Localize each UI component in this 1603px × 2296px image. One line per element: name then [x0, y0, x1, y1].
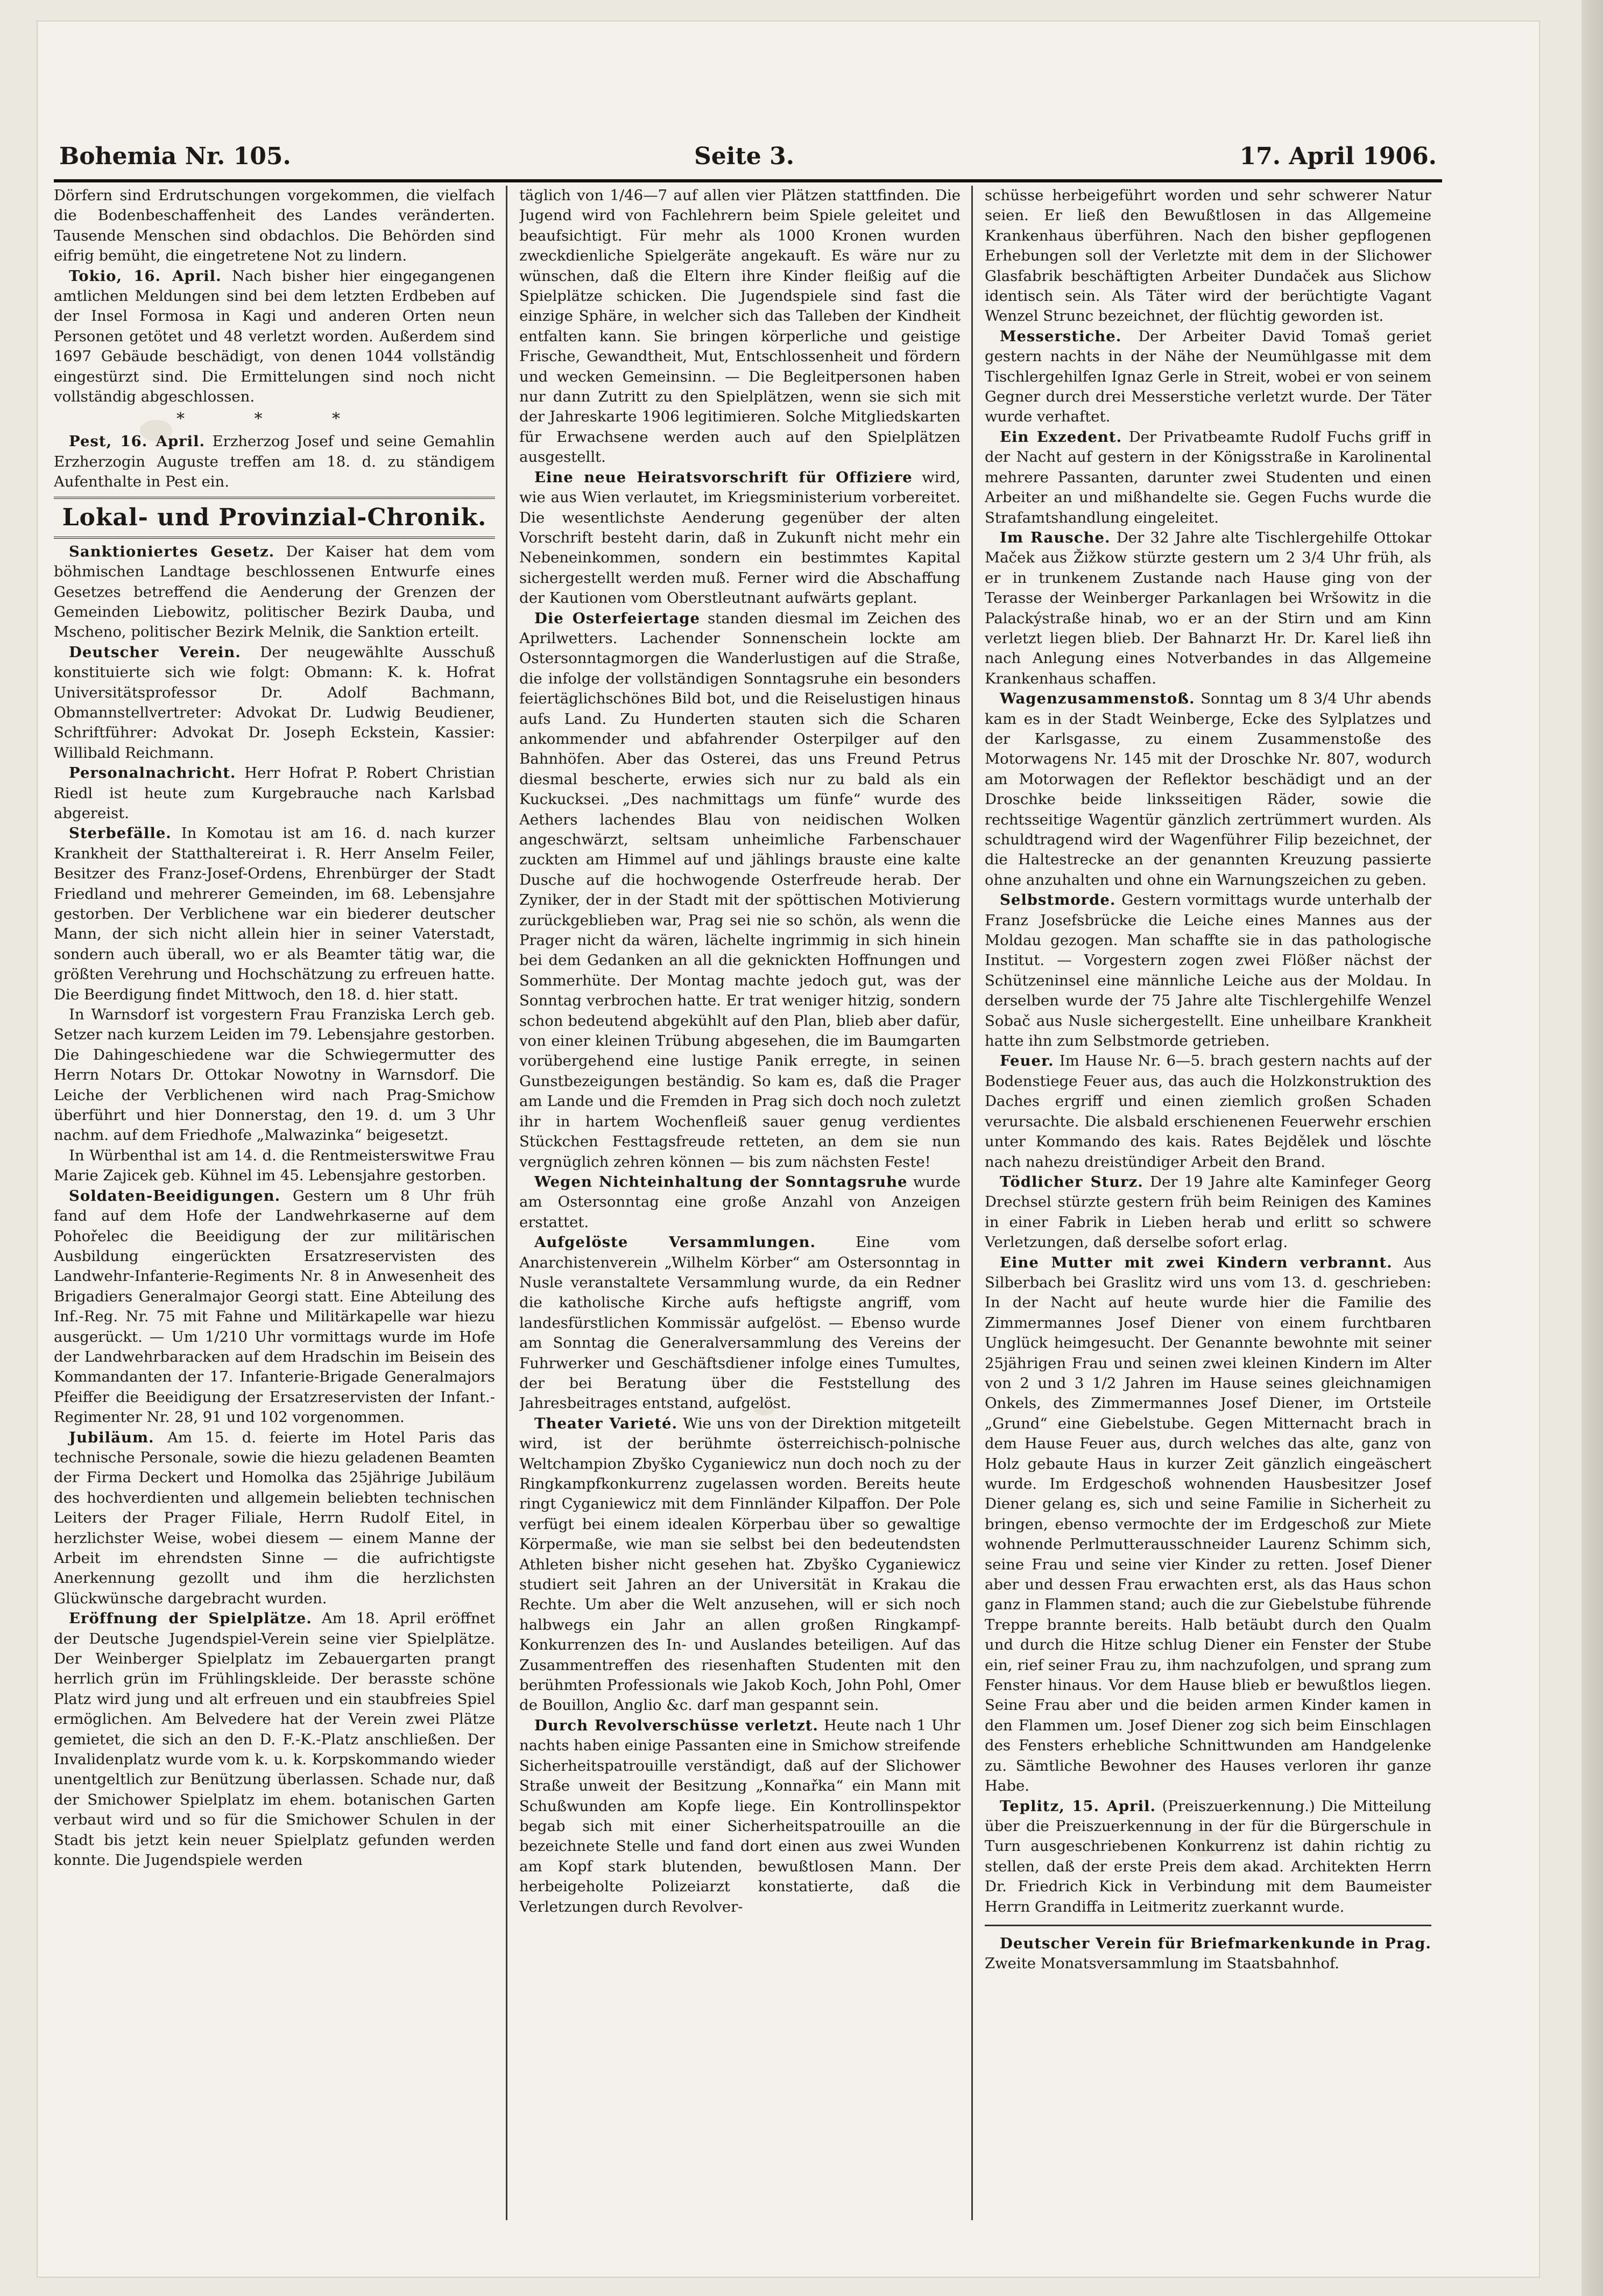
article: [54, 432, 495, 492]
article-text: wird, wie aus Wien verlautet, im Kriegsministerium vorbereitet. Die wesentlichste Aenderung gegenüber der alten Vorschrift besteht darin, daß in Zukunft nicht mehr ein Nebeneinkommen, sondern ein bestimmtes Kapital sichergestellt werden muß. Ferner wird die Abschaffung der Kautionen vom Oberstleutnant aufwärts geplant.: [519, 468, 961, 607]
article-heading: Aufgelöste Versammlungen.: [534, 1234, 816, 1251]
article-dateline: Tokio, 16. April.: [69, 267, 222, 285]
article: [519, 1172, 961, 1232]
article-text: Der Arbeiter David Tomaš geriet gestern nachts in der Nähe der Neumühlgasse mit dem Tischlergehilfen Ignaz Gerle in Streit, wobei er von seinem Gegner durch drei Messerstiche verletzt wurde. Der Täter wurde verhaftet.: [985, 327, 1431, 426]
article: [54, 542, 495, 643]
article-heading: Die Osterfeiertage: [534, 609, 700, 627]
article: [985, 427, 1431, 528]
article: [54, 266, 495, 407]
article-heading: Im Rausche.: [1000, 529, 1111, 546]
article-text: Am 18. April eröffnet der Deutsche Jugendspiel-Verein seine vier Spielplätze. Der Weinberger Spielplatz im Zebauergarten prangt herrlich grün im Frühlingskleide. Der berasste schöne Platz wird jung und alt erfreuen und ein staubfreies Spiel ermöglichen. Am Belvedere hat der Verein zwei Plätze gemietet, die sich an den D. F.-K.-Platz anschließen. Der Invalidenplatz wurde vom k. u. k. Korpskommando wieder unentgeltlich zur Benützung überlassen. Schade nur, daß der Smichower Spielplatz im ehem. botanischen Garten verbaut wird und so für die Smichower Schulen in der Stadt bis jetzt kein neuer Spielplatz gefunden werden konnte. Die Jugendspiele werden: [54, 1610, 495, 1869]
article-text: Erzherzog Josef und seine Gemahlin Erzherzogin Auguste treffen am 18. d. zu ständigem Aufenthalte in Pest ein.: [54, 433, 495, 491]
article-text: Der Kaiser hat dem vom böhmischen Landtage beschlossenen Entwurfe eines Gesetzes betreffend die Aenderung der Grenzen der Gemeinden Liebowitz, politischer Bezirk Dauba, und Mscheno, politischer Bezirk Melnik, die Sanktion erteilt.: [54, 543, 495, 641]
column-divider: [506, 186, 507, 2220]
article: [985, 890, 1431, 1051]
article-text: (Preiszuerkennung.) Die Mitteilung über die Preiszuerkennung in der für die Bürgerschule in Turn ausgeschriebenen Konkurrenz ist dahin richtig zu stellen, daß der erste Preis dem akad. Architekten Herrn Dr. Friedrich Kick in Verbindung mit dem Baumeister Herrn Grandiffa in Leitmeritz zuerkannt wurde.: [985, 1797, 1431, 1915]
article-text: Heute nach 1 Uhr nachts haben einige Passanten eine in Smichow streifende Sicherheitspatrouille verständigt, daß auf der Slichower Straße unweit der Besitzung „Konnařka“ ein Mann mit Schußwunden am Kopfe liege. Ein Kontrollinspektor begab sich mit einer Sicherheitspatrouille an die bezeichnete Stelle und fand dort einen aus zwei Wunden am Kopf stark blutenden, bewußtlosen Mann. Der herbeigeholte Polizeiarzt konstatierte, daß die Verletzungen durch Revolver-: [519, 1716, 961, 1915]
article-heading: Ein Exzedent.: [1000, 428, 1122, 446]
article-heading: Messerstiche.: [1000, 327, 1122, 345]
page-edge: [1581, 0, 1603, 2296]
header-rule: [54, 179, 1442, 182]
column-divider: [971, 186, 973, 2220]
article-text: In Würbenthal ist am 14. d. die Rentmeisterswitwe Frau Marie Zajicek geb. Kühnel im 45. Lebensjahre gestorben.: [54, 1146, 495, 1185]
column-3: [985, 186, 1431, 2242]
article-heading: Sanktioniertes Gesetz.: [69, 543, 275, 560]
article: [54, 643, 495, 763]
article-text: In Komotau ist am 16. d. nach kurzer Krankheit der Statthaltereirat i. R. Herr Anselm Feiler, Besitzer des Franz-Josef-Ordens, Ehrenbürger der Stadt Friedland und mehrerer Gemeinden, im 68. Lebensjahre gestorben. Der Verblichene war ein biederer deutscher Mann, der sich nicht allein hier in seiner Vaterstadt, sondern auch überall, wo er als Beamter tätig war, die größten Verehrung und Hochschätzung zu erfreuen hatte. Die Beerdigung findet Mittwoch, den 18. d. hier statt.: [54, 825, 495, 1003]
article-text: Der neugewählte Ausschuß konstituierte sich wie folgt: Obmann: K. k. Hofrat Universitätsprofessor Dr. Adolf Bachmann, Obmannstellvertreter: Advokat Dr. Ludwig Beudiener, Schriftführer: Advokat Dr. Joseph Eckstein, Kassier: Willibald Reichmann.: [54, 643, 495, 762]
article-dateline: Pest, 16. April.: [69, 433, 206, 450]
article: [519, 1716, 961, 1917]
column-1: [54, 186, 495, 2242]
article-heading: Theater Varieté.: [534, 1414, 678, 1432]
article-text: Nach bisher hier eingegangenen amtlichen Meldungen sind bei dem letzten Erdbeben auf der Insel Formosa in Kagi und anderen Orten neun Personen getötet und 48 verletzt worden. Außerdem sind 1697 Gebäude beschädigt, von denen 1044 vollständig eingestürzt sind. Die Ermittelungen sind noch nicht vollständig abgeschlossen.: [54, 267, 495, 406]
article: [519, 1232, 961, 1414]
article-heading: Soldaten-Beeidigungen.: [69, 1187, 281, 1205]
article-heading: Eine Mutter mit zwei Kindern verbrannt.: [1000, 1253, 1393, 1271]
article-heading: Deutscher Verein für Briefmarkenkunde in Prag.: [1000, 1934, 1431, 1952]
article-heading: Durch Revolverschüsse verletzt.: [534, 1716, 818, 1734]
article-dateline: Teplitz, 15. April.: [1000, 1797, 1156, 1815]
article-heading: Eine neue Heiratsvorschrift für Offiziere: [534, 468, 913, 486]
page-header: [59, 143, 1437, 175]
article-text: Am 15. d. feierte im Hotel Paris das technische Personale, sowie die hiezu geladenen Beamten der Firma Deckert und Homolka das 25jährige Jubiläum des hochverdienten und allgemein beliebten technischen Leiters der Prager Filiale, Herrn Rudolf Eitel, in herzlichster Weise, wobei diesem — einem Manne der Arbeit im ehrendsten Sinne — die aufrichtigste Anerkennung gezollt und ihm die herzlichsten Glückwünsche dargebracht wurden.: [54, 1428, 495, 1607]
article: [985, 1172, 1431, 1253]
article-text: Dörfern sind Erdrutschungen vorgekommen, die vielfach die Bodenbeschaffenheit des Landes veränderten. Tausende Menschen sind obdachlos. Die Behörden sind eifrig bemüht, die eingetretene Not zu lindern.: [54, 187, 495, 265]
article-heading: Jubiläum.: [69, 1428, 154, 1446]
article: [519, 609, 961, 1172]
article-text: Der 32 Jahre alte Tischlergehilfe Ottokar Maček aus Žižkow stürzte gestern um 2 3/4 Uhr früh, als er in trunkenem Zustande nach Hause ging von der Terasse der Weinberger Parkanlagen bei Wršowitz in die Palackýstraße hinab, wo er an der Stirn und am Kinn verletzt liegen blieb. Der Bahnarzt Hr. Dr. Karel ließ ihn nach Anlegung eines Notverbandes in das Allgemeine Krankenhaus schaffen.: [985, 529, 1431, 687]
page-number: Seite 3.: [694, 143, 795, 170]
article-text: Aus Silberbach bei Graslitz wird uns vom 13. d. geschrieben: In der Nacht auf heute wurde hier die Familie des Zimmermannes Josef Diener von einem furchtbaren Unglück heimgesucht. Der Genannte bewohnte mit seiner 25jährigen Frau und seinen zwei kleinen Kindern im Alter von 2 und 3 1/2 Jahren im Hause seines gleichnamigen Onkels, des Zimmermannes Josef Diener, im Ortsteile „Grund“ eine Giebelstube. Gegen Mitternacht brach in dem Hause Feuer aus, durch welches das alte, ganz von Holz gebaute Haus in kurzer Zeit gänzlich eingeäschert wurde. Im Erdgeschoß wohnenden Hausbesitzer Josef Diener gelang es, sich und seine Familie in Sicherheit zu bringen, ebenso vermochte der im Erdgeschoß zur Miete wohnende Perlmutterausschneider Laurenz Schimm sich, seine Frau und seine vier Kinder zu retten. Josef Diener aber und dessen Frau erwachten erst, als das Haus schon ganz in Flammen stand; auch die zur Giebelstube führende Treppe brannte bereits. Halb betäubt durch den Qualm und durch die Hitze schlug Diener ein Fenster der Stube ein, rief seiner Frau zu, ihm nachzufolgen, und sprang zum Fenster hinaus. Vor dem Hause blieb er bewußtlos liegen. Seine Frau aber und die beiden armen Kinder kamen in den Flammen um. Josef Diener zog sich beim Einschlagen des Fensters erhebliche Schnittwunden am Handgelenke zu. Sämtliche Bewohner des Hauses verloren ihr ganze Habe.: [985, 1253, 1431, 1795]
article: [985, 1934, 1431, 1974]
article: [54, 1609, 495, 1870]
article-heading: Tödlicher Sturz.: [1000, 1173, 1143, 1191]
article: [985, 528, 1431, 689]
article: [54, 1186, 495, 1428]
article-text: schüsse herbeigeführt worden und sehr schwerer Natur seien. Er ließ den Bewußtlosen in das Allgemeine Krankenhaus überführen. Nach den bisher gepflogenen Erhebungen soll der Verletzte mit dem in der Slichower Glasfabrik beschäftigten Arbeiter Dundaček aus Slichow identisch sein. Als Täter wird der berüchtigte Vagant Wenzel Strunc bezeichnet, der flüchtig geworden ist.: [985, 187, 1431, 325]
article-heading: Sterbefälle.: [69, 825, 172, 842]
article-heading: Deutscher Verein.: [69, 643, 241, 661]
article-text: Der 19 Jahre alte Kaminfeger Georg Drechsel stürzte gestern früh beim Reinigen des Kamines in einer Fabrik in Lieben herab und erlitt so schwere Verletzungen, daß derselbe sofort erlag.: [985, 1173, 1431, 1251]
newspaper-issue: Bohemia Nr. 105.: [59, 143, 291, 170]
article-heading: Wegen Nichteinhaltung der Sonntagsruhe: [534, 1173, 908, 1191]
article-heading: Personalnachricht.: [69, 764, 236, 782]
article-text: Gestern vormittags wurde unterhalb der Franz Josefsbrücke die Leiche eines Mannes aus der Moldau gezogen. Man schaffte sie in das pathologische Institut. — Vorgestern zogen zwei Flößer nächst der Schützeninsel eine männliche Leiche aus der Moldau. In derselben wurde der 75 Jahre alte Tischlergehilfe Wenzel Sobač aus Nusle sichergestellt. Eine unheilbare Krankheit hatte ihn zum Selbstmorde getrieben.: [985, 891, 1431, 1050]
article-heading: Feuer.: [1000, 1052, 1054, 1070]
article-heading: Eröffnung der Spielplätze.: [69, 1610, 312, 1628]
article: [519, 1414, 961, 1716]
issue-date: 17. April 1906.: [1239, 143, 1437, 170]
article: [985, 1797, 1431, 1917]
article-text: standen diesmal im Zeichen des Aprilwetters. Lachender Sonnenschein lockte am Ostersonntagmorgen die Wanderlustigen auf die Straße, die infolge der vollständigen Sonntagsruhe ein besonders feiertäglichschönes Bild bot, und die Reiselustigen hinaus aufs Land. Zu Hunderten stauten sich die Scharen ankommender und abfahrender Osterpilger auf den Bahnhöfen. Aber das Osterei, das uns Freund Petrus diesmal bescherte, erwies sich nur zu bald als ein Kuckucksei. „Des nachmittags um fünfe“ wurde des Aethers lachendes Blau von neidischen Wolken angeschwärzt, seltsam unheimliche Farbenschauer zuckten am Himmel auf und jählings brauste eine kalte Dusche auf die hochwogende Osterfreude herab. Der Zyniker, der in der Stadt mit der spöttischen Motivierung zurückgeblieben war, Prag sei nie so schön, als wenn die Prager nicht da wären, lächelte ingrimmig in sich hinein bei dem Gedanken an all die geknickten Hoffnungen und Sommerhüte. Der Montag machte jedoch gut, was der Sonntag verbrochen hatte. Er trat weniger hitzig, sondern schon bedeutend abgekühlt auf den Plan, blieb aber dafür, von einer kleinen Trübung abgesehen, die im Baumgarten vorübergehend eine lustige Panik erregte, in seinen Gunstbezeigungen beständig. So kam es, daß die Prager am Lande und die Fremden in Prag sich doch noch zuletzt ihr in hartem Wochenfleiß sauer genug verdientes Stückchen Festtagsfreude retteten, an dem sie nun vergnüglich zehren können — bis zum nächsten Feste!: [519, 609, 961, 1171]
article-text: Eine vom Anarchistenverein „Wilhelm Körber“ am Ostersonntag in Nusle veranstaltete Versammlung wurde, da ein Redner die katholische Kirche aufs heftigste angriff, vom landesfürstlichen Kommissär aufgelöst. — Ebenso wurde am Sonntag die Generalversammlung des Vereins der Fuhrwerker und Geschäftsdiener infolge eines Tumultes, der bei Beratung über die Feststellung des Jahresbeitrages entstand, aufgelöst.: [519, 1234, 961, 1412]
article: [54, 1428, 495, 1609]
article: [519, 468, 961, 609]
article-text: Wie uns von der Direktion mitgeteilt wird, ist der berühmte österreichisch-polnische Weltchampion Zbyško Cyganiewicz nun doch noch zu der Ringkampfkonkurrenz zugelassen worden. Bereits heute ringt Cyganiewicz mit dem Finnländer Kilpaffon. Der Pole verfügt bei einem idealen Körperbau über so gewaltige Körpermaße, wie man sie selbst bei den bedeutendsten Athleten bisher nicht gesehen hat. Zbyško Cyganiewicz studiert seit Jahren an der Universität in Krakau die Rechte. Um aber die Welt anzusehen, will er sich noch halbwegs ein Jahr an allen großen Ringkampf-Konkurrenzen des In- und Auslandes beteiligen. Auf das Zusammentreffen des riesenhaften Studenten mit den berühmten Professionals wie Jakob Koch, John Pohl, Omer de Bouillon, Anglio &c. darf man gespannt sein.: [519, 1414, 961, 1714]
article: [985, 1253, 1431, 1797]
article-text: Im Hause Nr. 6—5. brach gestern nachts auf der Bodenstiege Feuer aus, das auch die Holzkonstruktion des Daches ergriff und einen ziemlich großen Schaden verursachte. Die alsbald erschienenen Feuerwehr erschien unter Kommando des kais. Rates Bejdělek und löschte nach nahezu dreistündiger Arbeit den Brand.: [985, 1052, 1431, 1171]
article-text: In Warnsdorf ist vorgestern Frau Franziska Lerch geb. Setzer nach kurzem Leiden im 79. Lebensjahre gestorben. Die Dahingeschiedene war die Schwiegermutter des Herrn Notars Dr. Ottokar Nowotny in Warnsdorf. Die Leiche der Verblichenen wird nach Prag-Smichow überführt und hier Donnerstag, den 19. d. um 3 Uhr nachm. auf dem Friedhofe „Malwazinka“ beigesetzt.: [54, 1006, 495, 1144]
article-heading: Wagenzusammenstoß.: [1000, 690, 1195, 708]
article: [54, 763, 495, 823]
separator-stars: * * *: [176, 410, 373, 429]
article: [985, 689, 1431, 890]
article-separator: [985, 1925, 1431, 1926]
article-text: täglich von 1/46—7 auf allen vier Plätzen stattfinden. Die Jugend wird von Fachlehrern beim Spiele geleitet und beaufsichtigt. Für mehr als 1000 Kronen wurden zweckdienliche Spielgeräte angekauft. Es wäre nur zu wünschen, daß die Eltern ihre Kinder fleißig auf die Spielplätze schicken. Die Jugendspiele sind fast die einzige Sphäre, in welcher sich das Talleben der Kindheit entfalten kann. Sie bringen körperliche und geistige Frische, Gewandtheit, Mut, Entschlossenheit und fördern und wecken Gemeinsinn. — Die Begleitpersonen haben nur dann Zutritt zu den Spielplätzen, wenn sie sich mit der Jahreskarte 1906 legitimieren. Solche Mitgliedskarten für Erwachsene werden auch auf den Spielplätzen ausgestellt.: [519, 187, 961, 466]
article-heading: Selbstmorde.: [1000, 891, 1116, 909]
section-title: Lokal- und Provinzial-Chronik.: [54, 497, 495, 539]
article-text: wurde am Ostersonntag eine große Anzahl von Anzeigen erstattet.: [519, 1173, 961, 1231]
article-text: Zweite Monatsversammlung im Staatsbahnhof.: [985, 1955, 1340, 1973]
column-2: [519, 186, 961, 2242]
article-text: Gestern um 8 Uhr früh fand auf dem Hofe der Landwehrkaserne auf dem Pohořelec die Beeidigung der zur militärischen Ausbildung eingerückten Ersatzreservisten des Landwehr-Infanterie-Regiments Nr. 8 in Anwesenheit des Brigadiers Generalmajor Georgi statt. Eine Abteilung des Inf.-Reg. Nr. 75 mit Fahne und Militärkapelle war hiezu ausgerückt. — Um 1/210 Uhr vormittags wurde im Hofe der Landwehrbaracken auf dem Hradschin im Beisein des Kommandanten der 17. Infanterie-Brigade Generalmajors Pfeiffer die Beeidigung der Ersatzreservisten der Infant.-Regimenter Nr. 28, 91 und 102 vorgenommen.: [54, 1187, 495, 1426]
article-text: Der Privatbeamte Rudolf Fuchs griff in der Nacht auf gestern in der Königsstraße in Karolinental mehrere Passanten, darunter zwei Studenten und einen Arbeiter an und mißhandelte sie. Gegen Fuchs wurde die Strafamtshandlung eingeleitet.: [985, 428, 1431, 526]
article: [985, 327, 1431, 427]
article-text: Sonntag um 8 3/4 Uhr abends kam es in der Stadt Weinberge, Ecke des Sylplatzes und der Karlsgasse, zu einem Zusammenstoße des Motorwagens Nr. 145 mit der Droschke Nr. 807, wodurch am Motorwagen der Reflektor beschädigt und an der Droschke beide linksseitigen Räder, sowie die rechtsseitige Wagentür gänzlich zertrümmert wurden. Als schuldtragend wird der Wagenführer Filip bezeichnet, der die Haltestrecke an der genannten Kreuzung passierte ohne anzuhalten und ohne ein Warnungszeichen zu geben.: [985, 690, 1431, 889]
article: [985, 1051, 1431, 1172]
article-text: Herr Hofrat P. Robert Christian Riedl ist heute zum Kurgebrauche nach Karlsbad abgereist.: [54, 764, 495, 822]
article: [54, 823, 495, 1005]
